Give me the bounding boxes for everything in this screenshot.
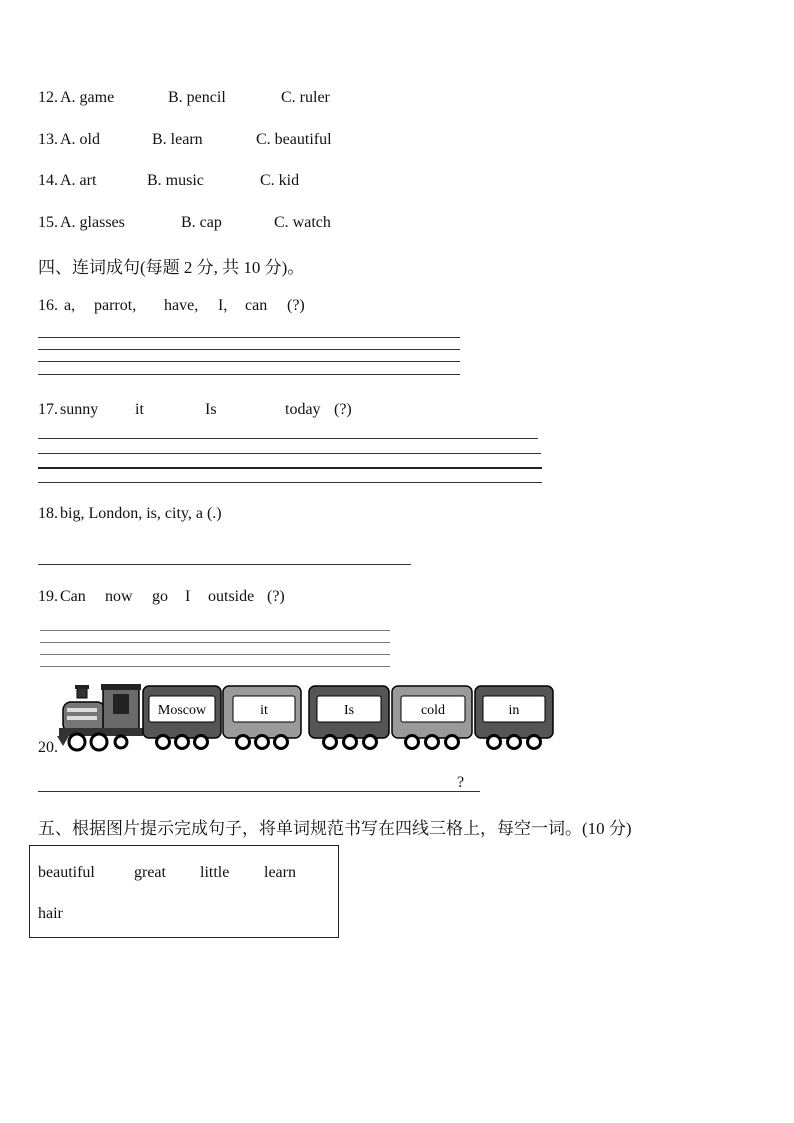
word: can xyxy=(245,297,268,314)
word: sunny xyxy=(60,401,99,418)
answer-line-18[interactable] xyxy=(38,564,411,565)
word: parrot, xyxy=(94,297,137,314)
answer-line-20[interactable] xyxy=(38,791,480,792)
question-number: 17. xyxy=(38,401,58,418)
word: now xyxy=(105,588,133,605)
locomotive-icon xyxy=(57,684,143,750)
word: it xyxy=(135,401,144,418)
word: go xyxy=(152,588,168,605)
option-a: A. art xyxy=(60,172,97,189)
question-20-end-mark: ? xyxy=(457,774,465,791)
word: Is xyxy=(205,401,217,418)
word: outside xyxy=(208,588,255,605)
option-b: B. pencil xyxy=(168,89,226,106)
word-bank-item: little xyxy=(200,864,230,881)
word: a, xyxy=(64,297,76,314)
train-word-5: in xyxy=(508,703,520,718)
option-c: C. ruler xyxy=(281,89,330,106)
word-bank-item: great xyxy=(134,864,166,881)
word: today xyxy=(285,401,321,418)
word-bank-item: hair xyxy=(38,905,63,922)
end-mark: (?) xyxy=(287,297,305,314)
option-c: C. watch xyxy=(274,214,331,231)
word: I, xyxy=(218,297,228,314)
word: Can xyxy=(60,588,86,605)
question-number: 13. xyxy=(38,131,58,148)
train-word-3: Is xyxy=(343,703,355,718)
option-a: A. old xyxy=(60,131,100,148)
option-c: C. beautiful xyxy=(256,131,332,148)
word-bank-item: beautiful xyxy=(38,864,95,881)
question-number: 14. xyxy=(38,172,58,189)
option-c: C. kid xyxy=(260,172,300,189)
end-mark: (?) xyxy=(334,401,352,418)
end-mark: (?) xyxy=(267,588,285,605)
train-word-4: cold xyxy=(420,703,446,718)
question-number: 15. xyxy=(38,214,58,231)
question-number: 18. xyxy=(38,505,58,522)
question-number: 12. xyxy=(38,89,58,106)
train-word-1: Moscow xyxy=(157,703,207,718)
section-4-title: 四、连词成句(每题 2 分, 共 10 分)。 xyxy=(38,258,305,277)
question-20-number: 20. xyxy=(38,739,58,756)
option-b: B. cap xyxy=(181,214,222,231)
word: I xyxy=(185,588,191,605)
words: big, London, is, city, a (.) xyxy=(60,505,222,522)
option-a: A. game xyxy=(60,89,115,106)
train-illustration xyxy=(55,682,560,754)
word: have, xyxy=(164,297,199,314)
question-number: 19. xyxy=(38,588,58,605)
word-bank-box xyxy=(29,845,339,938)
train-word-2: it xyxy=(260,703,268,718)
section-5-title: 五、根据图片提示完成句子，将单词规范书写在四线三格上，每空一词。(10 分) xyxy=(38,819,632,838)
option-b: B. learn xyxy=(152,131,203,148)
question-number: 16. xyxy=(38,297,58,314)
option-a: A. glasses xyxy=(60,214,125,231)
word-bank-item: learn xyxy=(264,864,296,881)
option-b: B. music xyxy=(147,172,204,189)
